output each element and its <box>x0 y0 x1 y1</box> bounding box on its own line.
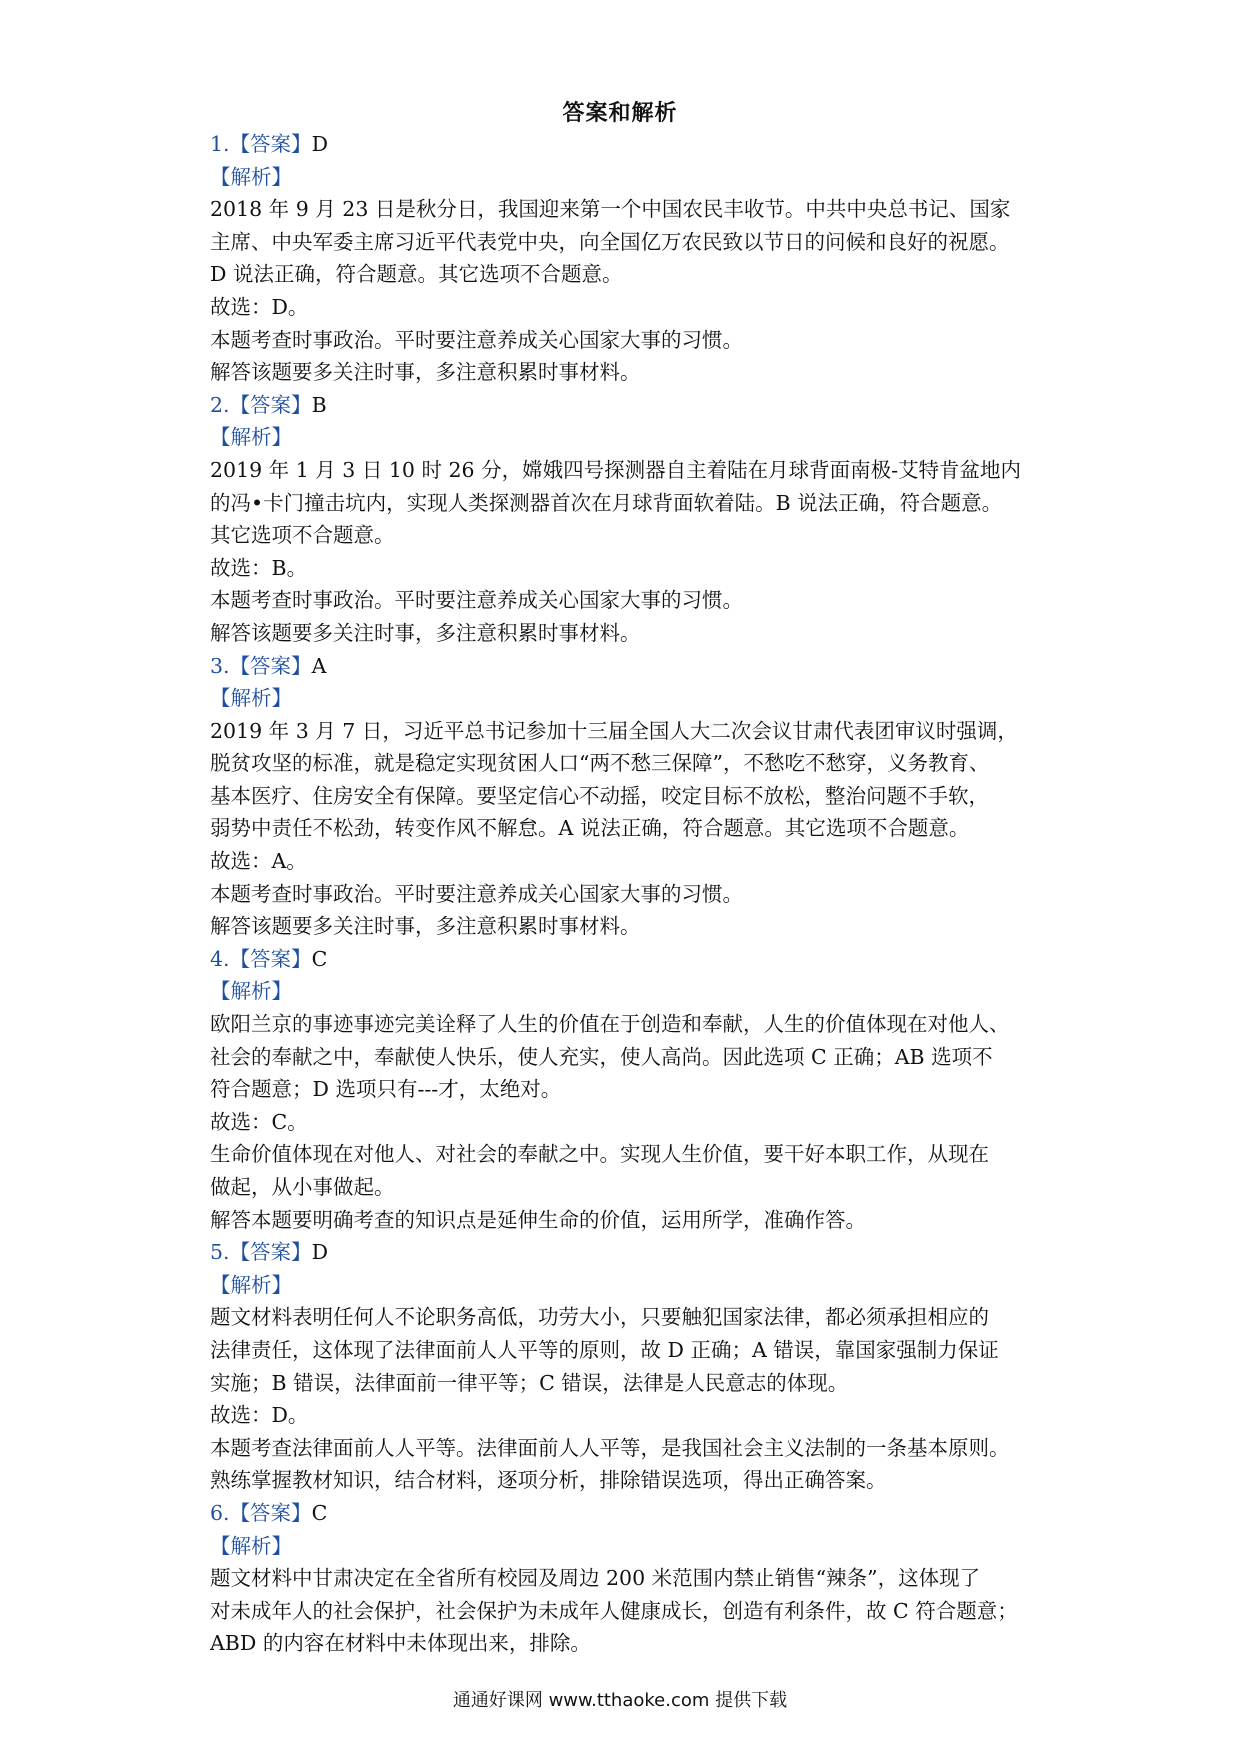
analysis-text-line: 题文材料中甘肃决定在全省所有校园及周边 200 米范围内禁止销售“辣条”，这体现了 <box>210 1566 981 1591</box>
analysis-line <box>210 682 1050 715</box>
analysis-text-line: 解答该题要多关注时事，多注意积累时事材料。 <box>210 620 641 645</box>
analysis-text-line: 解答该题要多关注时事，多注意积累时事材料。 <box>210 360 641 385</box>
analysis-text-line: 社会的奉献之中，奉献使人快乐，使人充实，使人高尚。因此选项 C 正确；AB 选项不 <box>210 1044 993 1069</box>
answer-label: 【答案】 <box>229 1500 312 1525</box>
answer-line <box>210 1497 1050 1530</box>
answer-label: 【答案】 <box>229 653 312 678</box>
analysis-text-line: 脱贫攻坚的标准，就是稳定实现贫困人口“两不愁三保障”，不愁吃不愁穿，义务教育、 <box>210 751 990 776</box>
answer-line <box>210 943 1050 976</box>
analysis-text-line: 对未成年人的社会保护，社会保护为未成年人健康成长，创造有利条件，故 C 符合题意； <box>210 1598 1018 1623</box>
question-block <box>210 389 1050 650</box>
answer-value: A <box>311 653 327 678</box>
analysis-text-line: 题文材料表明任何人不论职务高低，功劳大小，只要触犯国家法律，都必须承担相应的 <box>210 1305 989 1330</box>
answer-label: 【答案】 <box>229 392 312 417</box>
question-number: 6. <box>210 1500 230 1525</box>
analysis-text-line: 故选：D。 <box>210 1403 309 1428</box>
answer-value: C <box>311 1500 328 1525</box>
analysis-text-line: 法律责任，这体现了法律面前人人平等的原则，故 D 正确；A 错误，靠国家强制力保证 <box>210 1337 999 1362</box>
analysis-text-line: 本题考查时事政治。平时要注意养成关心国家大事的习惯。 <box>210 327 743 352</box>
analysis-text-line: ABD 的内容在材料中未体现出来，排除。 <box>210 1631 591 1656</box>
analysis-text-line: 其它选项不合题意。 <box>210 523 395 548</box>
analysis-text-line: 欧阳兰京的事迹事迹完美诠释了人生的价值在于创造和奉献，人生的价值体现在对他人、 <box>210 1012 1010 1037</box>
answer-value: C <box>311 946 328 971</box>
analysis-label: 【解析】 <box>210 425 292 450</box>
analysis-text-line: 符合题意；D 选项只有---才，太绝对。 <box>210 1077 562 1102</box>
answer-label: 【答案】 <box>229 132 312 156</box>
analysis-text-line: 2018 年 9 月 23 日是秋分日，我国迎来第一个中国农民丰收节。中共中央总书记、国家 <box>210 197 1011 222</box>
analysis-text-line: 解答本题要明确考查的知识点是延伸生命的价值，运用所学，准确作答。 <box>210 1207 866 1232</box>
answer-label: 【答案】 <box>229 1240 312 1265</box>
answer-value: D <box>311 132 328 156</box>
question-number: 3. <box>210 653 230 678</box>
analysis-text-line: 故选：A。 <box>210 849 307 874</box>
analysis-line <box>210 421 1050 454</box>
page-title: 答案和解析 <box>562 101 678 126</box>
answer-line <box>210 389 1050 422</box>
analysis-text-line: 弱势中责任不松劲，转变作风不解怠。A 说法正确，符合题意。其它选项不合题意。 <box>210 816 970 841</box>
analysis-label: 【解析】 <box>210 164 292 189</box>
analysis-line <box>210 975 1050 1008</box>
analysis-text-line: 故选：D。 <box>210 294 309 319</box>
analysis-text-line: D 说法正确，符合题意。其它选项不合题意。 <box>210 262 623 287</box>
question-number: 5. <box>210 1240 230 1265</box>
analysis-text-line: 解答该题要多关注时事，多注意积累时事材料。 <box>210 914 641 939</box>
question-block <box>210 1497 1050 1660</box>
analysis-text-line: 基本医疗、住房安全有保障。要坚定信心不动摇，咬定目标不放松，整治问题不手软， <box>210 783 989 808</box>
analysis-text-line: 本题考查时事政治。平时要注意养成关心国家大事的习惯。 <box>210 881 743 906</box>
analysis-text-line: 的冯•卡门撞击坑内，实现人类探测器首次在月球背面软着陆。B 说法正确，符合题意。 <box>210 490 1003 515</box>
question-block <box>210 943 1050 1236</box>
answer-label: 【答案】 <box>229 946 312 971</box>
answer-value: B <box>311 392 327 417</box>
analysis-line <box>210 1530 1050 1563</box>
question-block <box>210 128 1050 389</box>
analysis-text-line: 做起，从小事做起。 <box>210 1175 395 1199</box>
question-number: 4. <box>210 946 230 971</box>
question-block <box>210 650 1050 943</box>
analysis-text-line: 主席、中央军委主席习近平代表党中央，向全国亿万农民致以节日的问候和良好的祝愿。 <box>210 229 1010 254</box>
analysis-text-line: 故选：C。 <box>210 1109 308 1134</box>
analysis-line <box>210 1269 1050 1302</box>
footer-text: 通通好课网 www.tthaoke.com 提供下载 <box>452 1690 788 1711</box>
analysis-line <box>210 161 1050 194</box>
analysis-text-line: 故选：B。 <box>210 555 308 580</box>
analysis-text-line: 实施；B 错误，法律面前一律平等；C 错误，法律是人民意志的体现。 <box>210 1370 849 1395</box>
analysis-text-line: 本题考查时事政治。平时要注意养成关心国家大事的习惯。 <box>210 588 743 613</box>
analysis-label: 【解析】 <box>210 979 292 1004</box>
analysis-text-line: 2019 年 1 月 3 日 10 时 26 分，嫦娥四号探测器自主着陆在月球背面南极-艾特肯盆地内 <box>210 457 1021 482</box>
analysis-text-line: 熟练掌握教材知识，结合材料，逐项分析，排除错误选项，得出正确答案。 <box>210 1468 887 1493</box>
analysis-text-line: 生命价值体现在对他人、对社会的奉献之中。实现人生价值，要干好本职工作，从现在 <box>210 1142 989 1167</box>
analysis-label: 【解析】 <box>210 1272 292 1297</box>
question-block <box>210 1236 1050 1497</box>
answer-content <box>210 128 1050 1660</box>
question-number: 1. <box>210 132 230 156</box>
analysis-label: 【解析】 <box>210 1533 292 1558</box>
answer-line <box>210 1236 1050 1269</box>
analysis-label: 【解析】 <box>210 686 292 711</box>
question-number: 2. <box>210 392 230 417</box>
answer-line <box>210 128 1050 161</box>
answer-value: D <box>311 1240 328 1265</box>
analysis-text-line: 2019 年 3 月 7 日，习近平总书记参加十三届全国人大二次会议甘肃代表团审议时强调， <box>210 718 1018 743</box>
analysis-text-line: 本题考查法律面前人人平等。法律面前人人平等，是我国社会主义法制的一条基本原则。 <box>210 1435 1010 1460</box>
answer-line <box>210 650 1050 683</box>
